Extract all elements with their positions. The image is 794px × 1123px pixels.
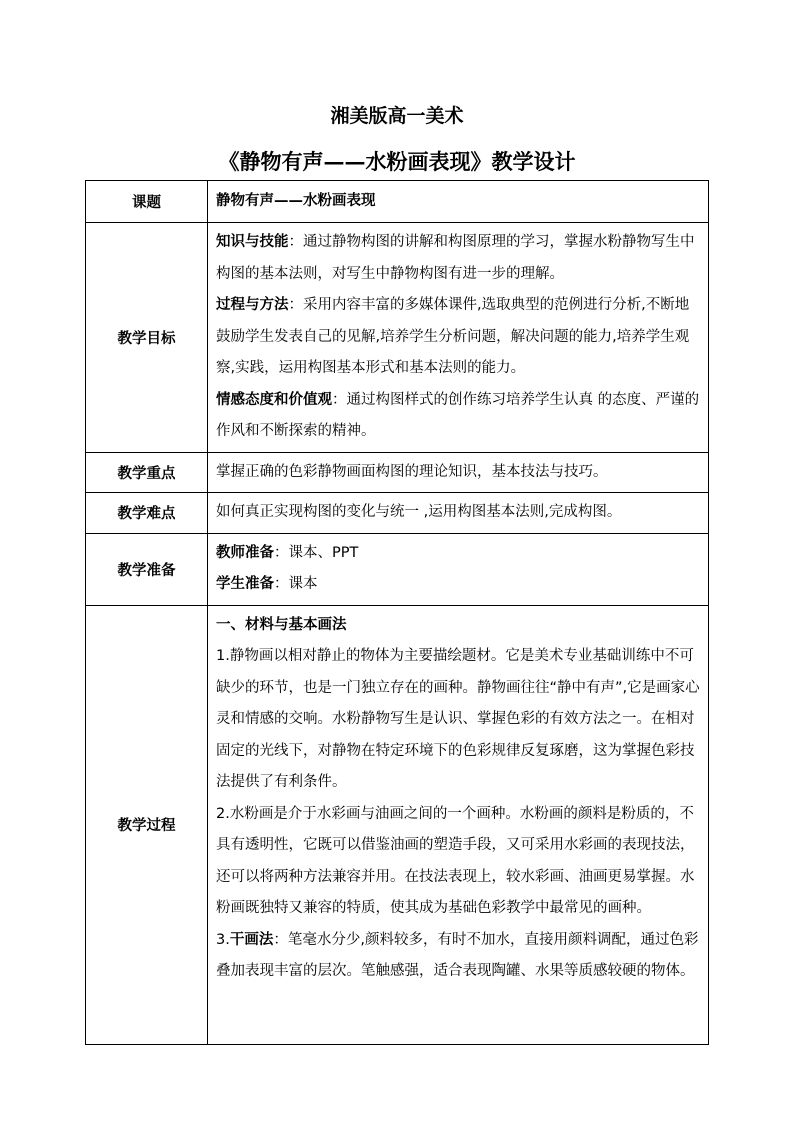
value-difficulties: 如何真正实现构图的变化与统一 ,运用构图基本法则,完成构图。 (208, 493, 709, 534)
label-topic: 课题 (86, 181, 208, 223)
value-topic (208, 181, 709, 223)
student-preparation (216, 569, 702, 601)
value-process (208, 605, 709, 1044)
label-key-points: 教学重点 (86, 452, 208, 493)
topic-text: 静物有声——水粉画表现 (216, 192, 376, 209)
knowledge-heading: 知识与技能 (216, 234, 289, 250)
objective-process (216, 290, 702, 385)
process-text: ：采用内容丰富的多媒体课件,选取典型的范例进行分析,不断地鼓励学生发表自己的见解,培养学生分析问题，解决问题的能力,培养学生观察,实践，运用构图基本形式和基本法则的能力。 (216, 297, 690, 376)
table-row-preparation (86, 533, 709, 605)
value-key-points: 掌握正确的色彩静物画面构图的理论知识，基本技法与技巧。 (208, 452, 709, 493)
teacher-preparation (216, 538, 702, 570)
table-row-difficulties (86, 493, 709, 534)
table-row-objectives (86, 223, 709, 453)
document-subtitle: 《静物有声——水粉画表现》教学设计 (218, 149, 576, 174)
process-heading: 过程与方法 (216, 297, 289, 313)
table-row-topic (86, 181, 709, 223)
process-paragraph-3 (216, 925, 702, 988)
emotion-text: ：通过构图样式的创作练习培养学生认真 的态度、严谨的作风和不断探索的精神。 (216, 391, 700, 439)
objective-knowledge (216, 227, 702, 290)
para3-number: 3. (216, 931, 230, 948)
teacher-text: ：课本、PPT (274, 544, 359, 561)
label-process: 教学过程 (86, 605, 208, 1044)
lesson-plan-table (85, 180, 709, 1045)
emotion-heading: 情感态度和价值观 (216, 391, 332, 408)
table-row-key-points (86, 452, 709, 493)
student-text: ：课本 (274, 576, 318, 592)
label-preparation: 教学准备 (86, 533, 208, 605)
knowledge-text: ：通过静物构图的讲解和构图原理的学习，掌握水粉静物写生中构图的基本法则，对写生中静物构图有进一步的理解。 (216, 234, 695, 282)
para3-heading: 干画法 (229, 931, 274, 948)
label-objectives: 教学目标 (86, 223, 208, 453)
process-paragraph-2: 2.水粉画是介于水彩画与油画之间的一个画种。水粉画的颜料是粉质的，不具有透明性，它既可以借鉴油画的塑造手段，又可采用水彩画的表现技法，还可以将两种方法兼容并用。在技法表现上，较水彩画、油画更易掌握。水粉画既独特又兼容的特质，使其成为基础色彩教学中最常见的画种。 (216, 805, 695, 916)
document-title: 湘美版高一美术 (330, 105, 464, 127)
para3-text: ：笔毫水分少,颜料较多，有时不加水，直接用颜料调配，通过色彩叠加表现丰富的层次。笔触感强，适合表现陶罐、水果等质感较硬的物体。 (216, 931, 699, 979)
process-section-title (216, 610, 702, 642)
table-row-process (86, 605, 709, 1044)
process-paragraph-1: 1.静物画以相对静止的物体为主要描绘题材。它是美术专业基础训练中不可缺少的环节，也是一门独立存在的画种。静物画往往“静中有声”,它是画家心灵和情感的交响。水粉静物写生是认识、掌握色彩的有效方法之一。在相对固定的光线下，对静物在特定环境下的色彩规律反复琢磨，这为掌握色彩技法提供了有利条件。 (216, 648, 700, 790)
value-preparation (208, 533, 709, 605)
objective-emotion (216, 385, 702, 448)
value-objectives (208, 223, 709, 453)
label-difficulties: 教学难点 (86, 493, 208, 534)
student-heading: 学生准备 (216, 576, 274, 592)
section-title-text: 一、材料与基本画法 (216, 616, 347, 633)
teacher-heading: 教师准备 (216, 544, 274, 561)
